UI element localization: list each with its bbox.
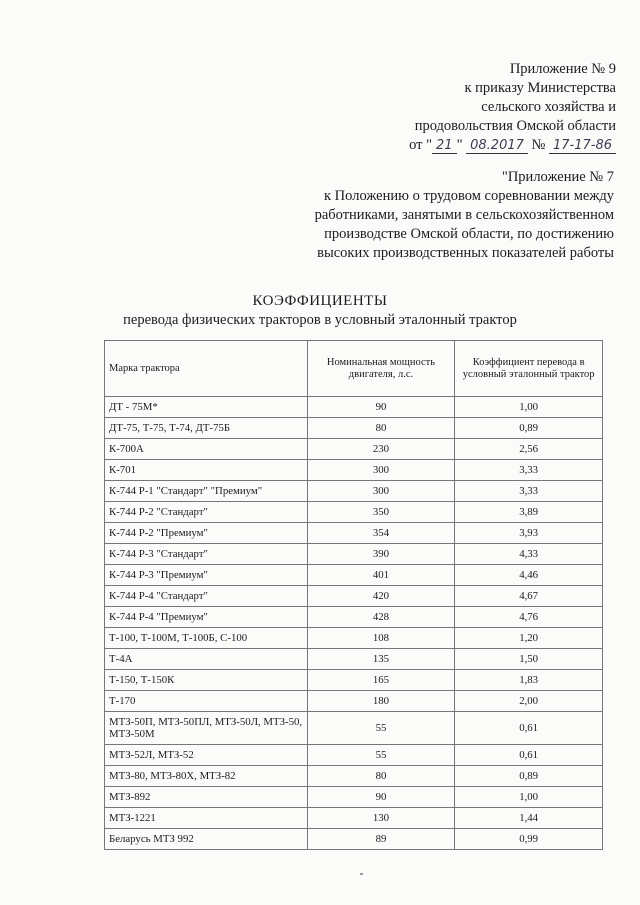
cell-engine-power: 135 xyxy=(307,649,455,670)
document-title: КОЭФФИЦИЕНТЫ xyxy=(252,293,388,309)
cell-coefficient: 1,00 xyxy=(455,787,603,808)
cell-engine-power: 300 xyxy=(307,481,455,502)
annex-7-header xyxy=(315,168,614,263)
table-row xyxy=(105,502,603,523)
table-row xyxy=(105,397,603,418)
cell-tractor-brand: Беларусь МТЗ 992 xyxy=(105,829,308,850)
table-row xyxy=(105,460,603,481)
annex-7-line-1: "Приложение № 7 xyxy=(501,169,614,185)
cell-coefficient: 0,99 xyxy=(455,829,603,850)
annex-9-line-4: продовольствия Омской области xyxy=(414,118,616,134)
cell-tractor-brand: Т-4А xyxy=(105,649,308,670)
table-row xyxy=(105,787,603,808)
cell-engine-power: 230 xyxy=(307,439,455,460)
cell-tractor-brand: Т-150, Т-150К xyxy=(105,670,308,691)
cell-tractor-brand: К-700А xyxy=(105,439,308,460)
cell-engine-power: 55 xyxy=(307,745,455,766)
cell-tractor-brand: МТЗ-80, МТЗ-80Х, МТЗ-82 xyxy=(105,766,308,787)
cell-engine-power: 420 xyxy=(307,586,455,607)
table-row xyxy=(105,544,603,565)
document-subtitle: перевода физических тракторов в условный эталонный трактор xyxy=(123,312,517,328)
cell-coefficient: 0,89 xyxy=(455,418,603,439)
cell-coefficient: 1,83 xyxy=(455,670,603,691)
cell-engine-power: 390 xyxy=(307,544,455,565)
scan-speck xyxy=(360,873,363,875)
cell-tractor-brand: К-744 Р-2 "Стандарт" xyxy=(105,502,308,523)
cell-tractor-brand: К-744 Р-4 "Стандарт" xyxy=(105,586,308,607)
cell-coefficient: 3,33 xyxy=(455,460,603,481)
table-row xyxy=(105,691,603,712)
table-row xyxy=(105,766,603,787)
header-engine-power: Номинальная мощность двигателя, л.с. xyxy=(307,341,455,397)
cell-coefficient: 0,89 xyxy=(455,766,603,787)
date-prefix: от " xyxy=(409,137,433,153)
handwritten-day: 21 xyxy=(432,138,457,154)
cell-coefficient: 4,67 xyxy=(455,586,603,607)
cell-coefficient: 3,93 xyxy=(455,523,603,544)
cell-tractor-brand: К-744 Р-2 "Премиум" xyxy=(105,523,308,544)
cell-tractor-brand: К-744 Р-3 "Премиум" xyxy=(105,565,308,586)
cell-tractor-brand: Т-100, Т-100М, Т-100Б, С-100 xyxy=(105,628,308,649)
table-row xyxy=(105,565,603,586)
cell-engine-power: 108 xyxy=(307,628,455,649)
cell-engine-power: 90 xyxy=(307,397,455,418)
cell-coefficient: 2,56 xyxy=(455,439,603,460)
annex-9-line-2: к приказу Министерства xyxy=(464,80,616,96)
cell-engine-power: 130 xyxy=(307,808,455,829)
cell-coefficient: 3,33 xyxy=(455,481,603,502)
cell-coefficient: 4,76 xyxy=(455,607,603,628)
cell-coefficient: 1,44 xyxy=(455,808,603,829)
table-row xyxy=(105,523,603,544)
cell-coefficient: 2,00 xyxy=(455,691,603,712)
table-row xyxy=(105,712,603,745)
table-row xyxy=(105,745,603,766)
table-row xyxy=(105,418,603,439)
annex-9-line-3: сельского хозяйства и xyxy=(481,99,616,115)
order-date-number-line xyxy=(409,136,616,155)
cell-tractor-brand: МТЗ-50П, МТЗ-50ПЛ, МТЗ-50Л, МТЗ-50, МТЗ-50М xyxy=(105,712,308,745)
table-row xyxy=(105,808,603,829)
annex-7-line-4: производстве Омской области, по достижению xyxy=(324,226,614,242)
cell-coefficient: 1,20 xyxy=(455,628,603,649)
cell-coefficient: 1,50 xyxy=(455,649,603,670)
cell-engine-power: 350 xyxy=(307,502,455,523)
cell-tractor-brand: Т-170 xyxy=(105,691,308,712)
table-row xyxy=(105,607,603,628)
cell-coefficient: 0,61 xyxy=(455,745,603,766)
table-row xyxy=(105,481,603,502)
table-row xyxy=(105,649,603,670)
cell-engine-power: 80 xyxy=(307,766,455,787)
table-row xyxy=(105,628,603,649)
cell-coefficient: 4,33 xyxy=(455,544,603,565)
table-header-row xyxy=(105,341,603,397)
cell-tractor-brand: МТЗ-892 xyxy=(105,787,308,808)
cell-tractor-brand: ДТ - 75М* xyxy=(105,397,308,418)
cell-engine-power: 165 xyxy=(307,670,455,691)
cell-coefficient: 1,00 xyxy=(455,397,603,418)
handwritten-order-number: 17-17-86 xyxy=(549,138,616,154)
table-row xyxy=(105,829,603,850)
cell-engine-power: 401 xyxy=(307,565,455,586)
table-body xyxy=(105,397,603,850)
annex-7-line-3: работниками, занятыми в сельскохозяйственном xyxy=(314,207,614,223)
coefficients-table xyxy=(104,340,603,850)
annex-7-line-5: высоких производственных показателей работы xyxy=(317,245,614,261)
table-row xyxy=(105,670,603,691)
cell-engine-power: 428 xyxy=(307,607,455,628)
cell-coefficient: 4,46 xyxy=(455,565,603,586)
cell-tractor-brand: ДТ-75, Т-75, Т-74, ДТ-75Б xyxy=(105,418,308,439)
cell-tractor-brand: К-744 Р-3 "Стандарт" xyxy=(105,544,308,565)
cell-tractor-brand: МТЗ-1221 xyxy=(105,808,308,829)
date-quote: " xyxy=(456,137,463,153)
cell-engine-power: 55 xyxy=(307,712,455,745)
number-label: № xyxy=(531,137,546,153)
annex-9-header xyxy=(409,60,616,155)
annex-7-line-2: к Положению о трудовом соревновании между xyxy=(324,188,614,204)
header-tractor-brand: Марка трактора xyxy=(105,341,308,397)
cell-tractor-brand: К-744 Р-1 "Стандарт" "Премиум" xyxy=(105,481,308,502)
cell-engine-power: 89 xyxy=(307,829,455,850)
cell-engine-power: 90 xyxy=(307,787,455,808)
cell-engine-power: 80 xyxy=(307,418,455,439)
table-row xyxy=(105,586,603,607)
table-row xyxy=(105,439,603,460)
handwritten-month-year: 08.2017 xyxy=(466,138,528,154)
cell-tractor-brand: К-744 Р-4 "Премиум" xyxy=(105,607,308,628)
cell-tractor-brand: МТЗ-52Л, МТЗ-52 xyxy=(105,745,308,766)
cell-coefficient: 0,61 xyxy=(455,712,603,745)
cell-tractor-brand: К-701 xyxy=(105,460,308,481)
annex-9-line-1: Приложение № 9 xyxy=(509,61,616,77)
header-conversion-coefficient: Коэффициент перевода в условный эталонный трактор xyxy=(455,341,603,397)
cell-engine-power: 354 xyxy=(307,523,455,544)
cell-coefficient: 3,89 xyxy=(455,502,603,523)
cell-engine-power: 300 xyxy=(307,460,455,481)
cell-engine-power: 180 xyxy=(307,691,455,712)
